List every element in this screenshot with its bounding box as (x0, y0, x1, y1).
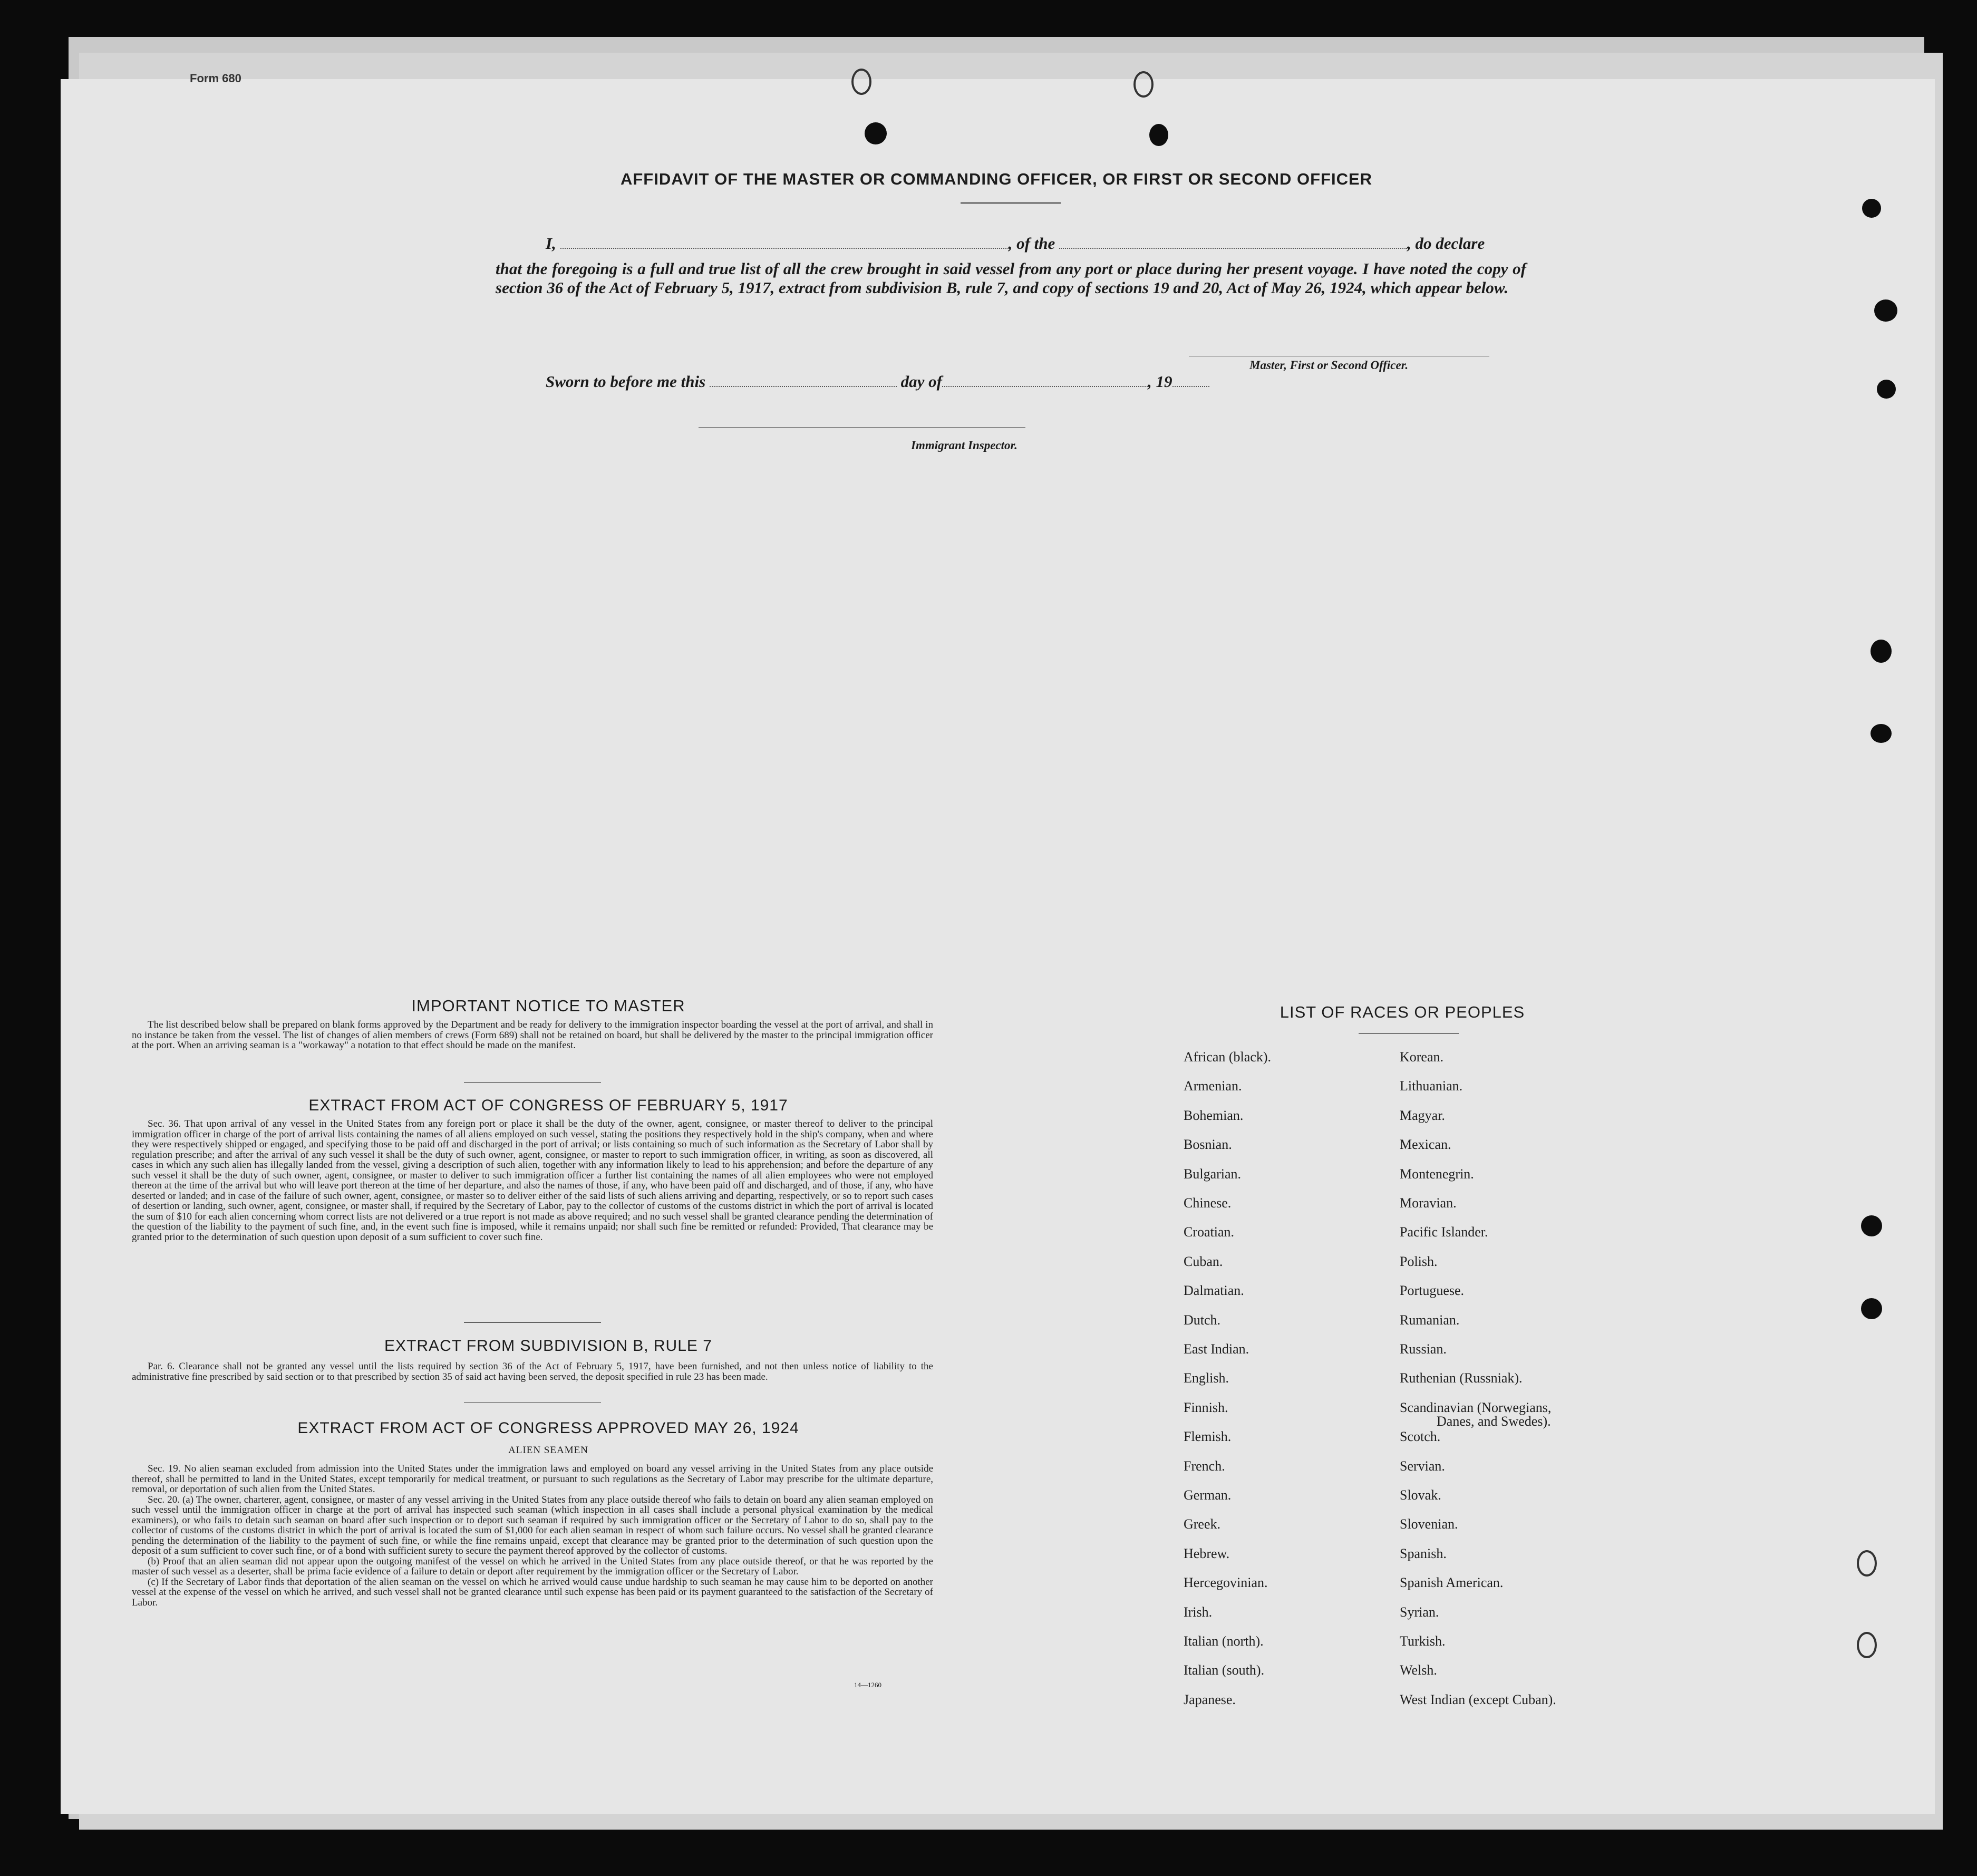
race-item: Scandinavian (Norwegians, (1400, 1399, 1552, 1415)
divider (1359, 1033, 1459, 1034)
race-item: Japanese. (1184, 1691, 1236, 1707)
race-item: English. (1184, 1370, 1229, 1386)
punch-hole-icon (1871, 724, 1892, 743)
i-label: I, (546, 234, 556, 253)
sworn-line (546, 372, 1209, 391)
race-item: Ruthenian (Russniak). (1400, 1370, 1523, 1386)
race-item: Korean. (1400, 1049, 1444, 1065)
race-item: Slovak. (1400, 1487, 1441, 1503)
race-item: Croatian. (1184, 1224, 1235, 1240)
race-item: Italian (north). (1184, 1633, 1264, 1649)
race-item: Hebrew. (1184, 1545, 1230, 1561)
punch-hole-icon (1862, 199, 1881, 218)
of-the-label: , of the (1008, 234, 1055, 253)
race-item: Hercegovinian. (1184, 1575, 1268, 1591)
punch-hole-icon (1861, 1215, 1882, 1236)
punch-hole-icon (1874, 299, 1897, 322)
extract-rule7-title: EXTRACT FROM SUBDIVISION B, RULE 7 (384, 1337, 712, 1355)
print-code: 14—1260 (854, 1681, 881, 1689)
race-item: French. (1184, 1458, 1225, 1474)
sworn-label: Sworn to before me this (546, 372, 706, 391)
race-item: Slovenian. (1400, 1516, 1458, 1532)
race-item: Bosnian. (1184, 1137, 1232, 1153)
race-item: Portuguese. (1400, 1283, 1465, 1299)
race-item: Magyar. (1400, 1107, 1445, 1123)
day-blank (710, 385, 897, 387)
form-number: Form 680 (190, 72, 241, 85)
race-item: Spanish American. (1400, 1575, 1504, 1591)
punch-hole-icon (1149, 124, 1168, 146)
race-item: Finnish. (1184, 1399, 1228, 1415)
race-item: Scotch. (1400, 1429, 1441, 1445)
do-declare-label: , do declare (1407, 234, 1485, 253)
name-blank (560, 247, 1009, 249)
race-item: Servian. (1400, 1458, 1445, 1474)
punch-hole-icon (1871, 640, 1892, 663)
race-item: Rumanian. (1400, 1312, 1460, 1328)
race-item: Syrian. (1400, 1604, 1439, 1620)
day-of-label: day of (900, 372, 942, 391)
race-item: German. (1184, 1487, 1232, 1503)
race-item: Spanish. (1400, 1545, 1447, 1561)
race-item: Greek. (1184, 1516, 1221, 1532)
extract-1917-body: Sec. 36. That upon arrival of any vessel in the United States from any foreign port or place it shall be the duty of the owner, agent, consignee, or master thereof to deliver to the principal immigration officer in charge of the port of arrival lists containing the names of all aliens employed on such vessel, stating the positions they respectively hold in the ship's company, when and where they were respectively shipped or engaged, and specifying those to be paid off and discharged in the port of arrival; or lists containing so much of such information as the Secretary of Labor shall by regulation prescribe; and after the arrival of any such vessel it shall be the duty of such owner, agent, consignee, or master to report to such immigration officer, in writing, as soon as discovered, all cases in which any such alien has illegally landed from the vessel, giving a description of such alien, together with any information likely to lead to his apprehension; and before the departure of any such vessel it shall be the duty of such owner, agent, consignee, or master to deliver to such immigration officer a further list containing the names of all alien employees who were not employed thereon at the time of the arrival but who will leave port thereon at the time of her departure, and also the names of those, if any, who have been paid off and discharged, and of those, if any, who have deserted or landed; and in case of the failure of such owner, agent, consignee, or master so to deliver either of the said lists of such aliens arriving and departing, respectively, or so to report such cases of desertion or landing, such owner, agent, consignee, or master shall, if required by the Secretary of Labor, pay to the collector of customs of the customs district in which the port of arrival is located the sum of $10 for each alien concerning whom correct lists are not delivered or a true report is not made as above required; and no such vessel shall be granted clearance pending the determination of the question of the liability to the payment of such fine, and, in the event such fine is imposed, while it remains unpaid; nor shall such fine be remitted or refunded: Provided, That clearance may be granted prior to the determination of such question upon deposit of a sum sufficient to cover such fine. (132, 1118, 933, 1243)
binder-ring-icon (1133, 71, 1154, 98)
sec-20a: Sec. 20. (a) The owner, charterer, agent, consignee, or master of any vessel arriving in the United States from any place outside thereof who fails to detain on board any alien seaman employed on such vessel until the immigration officer in charge at the port of arrival has inspected such seaman (which inspection in all cases shall include a personal physical examination by the medical examiners), or who fails to detain such seaman on board after such inspection or to deport such seaman if required by such immigration officer or the Secretary of Labor to do so, shall pay to the collector of customs of the customs district in which the port of arrival is located the sum of $1,000 for each alien seaman in respect of whom such failure occurs. No vessel shall be granted clearance pending the determination of the liability to the payment of such fine, or while the fine remains unpaid, except that clearance may be granted prior to the determination of such question upon the deposit of a sum sufficient to cover such fine, or of a bond with sufficient surety to secure the payment thereof approved by the collector of customs. (132, 1494, 933, 1556)
race-item: Italian (south). (1184, 1662, 1265, 1678)
race-item: West Indian (except Cuban). (1400, 1691, 1556, 1707)
race-item: Dalmatian. (1184, 1283, 1244, 1299)
divider (961, 202, 1061, 204)
notice-title: IMPORTANT NOTICE TO MASTER (411, 997, 685, 1015)
divider (464, 1082, 601, 1083)
race-item: Chinese. (1184, 1195, 1232, 1211)
race-item: Dutch. (1184, 1312, 1221, 1328)
race-item: Bohemian. (1184, 1107, 1244, 1123)
punch-hole-icon (865, 122, 887, 144)
sec-19: Sec. 19. No alien seaman excluded from admission into the United States under the immigration laws and employed on board any vessel arriving in the United States from any place outside thereof, shall be permitted to land in the United States, except temporarily for medical treatment, or pursuant to such regulations as the Secretary of Labor may prescribe for the ultimate departure, removal, or deportation of such alien from the United States. (132, 1463, 933, 1495)
races-title: LIST OF RACES OR PEOPLES (1280, 1003, 1525, 1021)
sec-20c: (c) If the Secretary of Labor finds that deportation of the alien seaman on the vessel on which he arrived would cause undue hardship to such seaman he may cause him to be deported on another vessel at the expense of the vessel on which he arrived, and such vessel shall not be granted clearance until such expense has been paid or its payment guaranteed to the satisfaction of the Secretary of Labor. (132, 1576, 933, 1608)
month-blank (942, 385, 1148, 387)
extract-rule7-body: Par. 6. Clearance shall not be granted any vessel until the lists required by section 36 of the Act of February 5, 1917, have been furnished, and not then unless notice of liability to the administrative fine prescribed by said section or to that prescribed by section 35 of said act having been served, the deposit specified in rule 23 has been made. (132, 1361, 933, 1382)
race-item: Irish. (1184, 1604, 1213, 1620)
race-item: African (black). (1184, 1049, 1272, 1065)
extract-1917-title: EXTRACT FROM ACT OF CONGRESS OF FEBRUARY 5, 1917 (308, 1097, 788, 1114)
inspector-signature-line (699, 427, 1025, 428)
notice-body: The list described below shall be prepared on blank forms approved by the Department and be ready for delivery to the immigration inspector boarding the vessel at the port of arrival, and shall in no instance be taken from the vessel. The list of changes of alien members of crews (Form 689) shall not be retained on board, but shall be delivered by the master to the principal immigration officer at the port. When an arriving seaman is a "workaway" a notation to that effect should be made on the manifest. (132, 1019, 933, 1051)
race-item: Montenegrin. (1400, 1166, 1474, 1182)
binder-ring-icon (851, 69, 871, 95)
race-item-continuation: Danes, and Swedes). (1437, 1413, 1551, 1429)
binder-ring-icon (1857, 1632, 1877, 1658)
race-item: Cuban. (1184, 1253, 1223, 1269)
divider (464, 1322, 601, 1323)
race-item: Armenian. (1184, 1078, 1242, 1094)
extract-1924-body (132, 1464, 933, 1608)
inspector-caption: Immigrant Inspector. (911, 439, 1017, 452)
affidavit-first-line (546, 234, 1485, 253)
affidavit-body: that the foregoing is a full and true list of all the crew brought in said vessel from any port or place during her present voyage. I have noted the copy of section 36 of the Act of February 5, 1917, extract from subdivision B, rule 7, and copy of sections 19 and 20, Act of May 26, 1924, which appear below. (496, 259, 1526, 297)
binder-ring-icon (1857, 1550, 1877, 1577)
race-item: Flemish. (1184, 1429, 1232, 1445)
punch-hole-icon (1861, 1298, 1882, 1319)
race-item: Moravian. (1400, 1195, 1457, 1211)
race-item: Mexican. (1400, 1137, 1451, 1153)
punch-hole-icon (1877, 380, 1896, 399)
sec-20b: (b) Proof that an alien seaman did not appear upon the outgoing manifest of the vessel on which he arrived in the United States from any place outside thereof, or that he was reported by the master of such vessel as a deserter, shall be prima facie evidence of a failure to detain or deport after requirement by the immigration officer or the Secretary of Labor. (132, 1555, 933, 1577)
race-item: Polish. (1400, 1253, 1438, 1269)
race-item: East Indian. (1184, 1341, 1249, 1357)
alien-seamen-subtitle: ALIEN SEAMEN (508, 1445, 588, 1456)
race-item: Pacific Islander. (1400, 1224, 1488, 1240)
race-item: Bulgarian. (1184, 1166, 1242, 1182)
race-item: Turkish. (1400, 1633, 1446, 1649)
signature-caption: Master, First or Second Officer. (1249, 359, 1409, 372)
race-item: Welsh. (1400, 1662, 1437, 1678)
race-item: Lithuanian. (1400, 1078, 1463, 1094)
year-label: , 19 (1148, 372, 1172, 391)
year-blank (1172, 385, 1209, 387)
race-item: Russian. (1400, 1341, 1447, 1357)
vessel-blank (1059, 247, 1407, 249)
affidavit-title: AFFIDAVIT OF THE MASTER OR COMMANDING OFFICER, OR FIRST OR SECOND OFFICER (620, 170, 1373, 188)
extract-1924-title: EXTRACT FROM ACT OF CONGRESS APPROVED MAY 26, 1924 (297, 1419, 799, 1437)
